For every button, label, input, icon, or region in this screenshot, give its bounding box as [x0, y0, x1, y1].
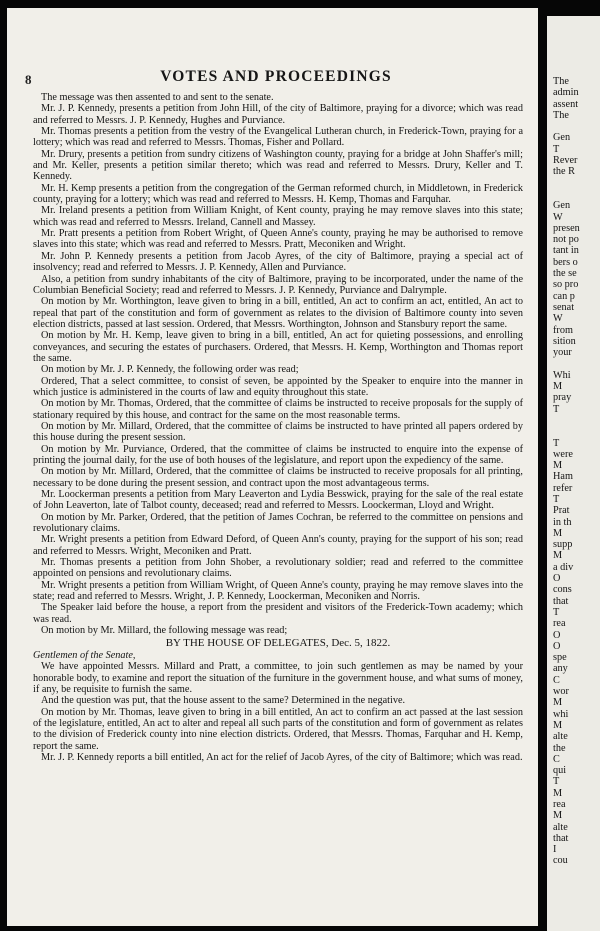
facing-page-line: [553, 415, 580, 426]
facing-page-line: any: [553, 663, 568, 675]
proceedings-paragraph: On motion by Mr. J. P. Kennedy, the following order was read;: [41, 364, 299, 376]
facing-page-line: sition: [553, 335, 576, 347]
proceedings-paragraph: Mr. Thomas presents a petition from the vestry of the Evangelical Lutheran church, in Frederick-Town, praying for a lottery; which was read and referred to Messrs. Thomas, Fisher and Pollard.: [33, 126, 523, 149]
facing-page-line: the R: [553, 166, 575, 178]
facing-page-line: Ham: [553, 471, 573, 483]
facing-page-line: T: [553, 143, 560, 155]
page-body: [33, 92, 523, 763]
facing-page-line: cons: [553, 584, 572, 596]
facing-page-line: a div: [553, 561, 574, 573]
proceedings-paragraph: On motion by Mr. Thomas, leave given to bring in a bill entitled, An act to confirm an act passed at the last session of the legislature, entitled, An act to alter and repeal all such parts of the constitution and form of government as relates to the division of Frederick county into nine election districts. Ordered, that Messrs. Thomas, Farquhar and H. Kemp, report the same.: [33, 706, 523, 752]
facing-page-line: The: [553, 109, 569, 121]
facing-page-line: M: [553, 460, 563, 472]
facing-page-line: alte: [553, 821, 568, 833]
facing-page-line: M: [553, 787, 563, 799]
proceedings-paragraph: On motion by Mr. Parker, Ordered, that the petition of James Cochran, be referred to the committee on pensions and revolutionary claims.: [33, 511, 523, 535]
message-heading: BY THE HOUSE OF DELEGATES, Dec. 5, 1822.: [165, 636, 391, 649]
facing-page-line: C: [553, 753, 560, 765]
facing-page-line: M: [553, 810, 563, 822]
facing-page-line: M: [553, 697, 563, 709]
proceedings-paragraph: And the question was put, that the house assent to the same? Determined in the negative.: [41, 695, 406, 707]
proceedings-paragraph: Mr. Wright presents a petition from Edward Deford, of Queen Ann's county, praying for the support of his son; read and referred to Messrs. Wright, Meconiken and Pratt.: [33, 534, 523, 557]
running-head: VOTES AND PROCEEDINGS: [160, 68, 392, 85]
facing-page-line: M: [553, 381, 563, 393]
facing-page-line: M: [553, 550, 563, 562]
facing-page-line: the se: [553, 268, 577, 280]
facing-page-line: your: [553, 347, 572, 359]
facing-page-line: T: [553, 403, 560, 415]
facing-page-line: [553, 358, 580, 369]
salutation: Gentlemen of the Senate,: [33, 649, 136, 661]
facing-page-line: rea: [553, 799, 566, 810]
proceedings-paragraph: On motion by Mr. Millard, Ordered, that the committee of claims be instructed to have printed all papers ordered by this house during the present session.: [33, 420, 523, 444]
facing-page-line: I: [553, 844, 557, 856]
proceedings-paragraph: On motion by Mr. Millard, the following message was read;: [41, 625, 288, 637]
page-header: [21, 68, 531, 88]
facing-page-line: rea: [553, 618, 566, 630]
proceedings-paragraph: Ordered, That a select committee, to consist of seven, be appointed by the Speaker to enquire into the manner in which justice is administered in the courts of law and equity throughout this state.: [33, 375, 523, 398]
facing-page-line: tant in: [553, 245, 579, 257]
facing-page-line: alte: [553, 731, 568, 743]
facing-page-line: Rever: [553, 155, 578, 167]
facing-page-line: admin: [553, 87, 579, 99]
facing-page-line: W: [553, 211, 563, 223]
facing-page-line: C: [553, 674, 560, 686]
facing-page-line: T: [553, 606, 560, 618]
proceedings-paragraph: Mr. Drury, presents a petition from sundry citizens of Washington county, praying for a bridge at John Shaffer's mill; and Mr. Keller, presents a petition similar thereto; which was read and referred to Messrs. Drury, Keller and T. Kennedy.: [33, 148, 523, 183]
facing-page-line: O: [553, 573, 561, 585]
facing-page-line: presen: [553, 222, 580, 234]
facing-page-line: M: [553, 527, 563, 539]
facing-page-line: Gen: [553, 132, 571, 144]
facing-page-edge: [547, 16, 600, 931]
facing-page-line: [553, 178, 580, 189]
facing-page-line: in th: [553, 516, 572, 528]
proceedings-paragraph: On motion by Mr. Purviance, Ordered, that the committee of claims be instructed to enquire into the expense of printing the journal daily, for the use of both houses of the legislature, and report upon the expediency of the same.: [33, 443, 523, 466]
proceedings-paragraph: Mr. Thomas presents a petition from John Shober, a revolutionary soldier; read and referred to the committee appointed on pensions and revolutionary claims.: [33, 557, 523, 580]
facing-page-line: the: [553, 742, 566, 754]
facing-page-line: [553, 189, 580, 200]
facing-page-line: O: [553, 629, 561, 641]
facing-page-line: supp: [553, 539, 573, 551]
facing-page-line: can p: [553, 290, 575, 302]
facing-page-line: were: [553, 448, 573, 460]
page-number: 8: [25, 72, 32, 87]
facing-page-line: M: [553, 719, 563, 731]
facing-page-line: from: [553, 324, 573, 336]
facing-page-line: pray: [553, 392, 572, 404]
proceedings-paragraph: On motion by Mr. Worthington, leave given to bring in a bill, entitled, An act to confirm an act, entitled, An act to repeal that part of the constitution and form of government as relates to the division of Baltimore county into seven election districts, passed at last session. Ordered, that Messrs. Worthington, Johnson and Stansbury report the same.: [33, 296, 523, 330]
facing-page-line: qui: [553, 765, 567, 777]
facing-page-line: bers o: [553, 256, 578, 268]
proceedings-paragraph: Mr. J. P. Kennedy, presents a petition from John Hill, of the city of Baltimore, praying for a divorce; which was read and referred to Messrs. J. P. Kennedy, Hughes and Purviance.: [33, 103, 523, 126]
facing-page-line: assent: [553, 98, 579, 110]
proceedings-paragraph: Also, a petition from sundry inhabitants of the city of Baltimore, praying to be incorporated, under the name of the Columbian Beneficial Society; read and referred to Messrs. J. P. Kennedy, Purviance and Dalrymple.: [33, 273, 523, 296]
proceedings-paragraph: Mr. Loockerman presents a petition from Mary Leaverton and Lydia Besswick, praying for the sale of the real estate of John Leaverton, late of Talbot county, deceased; read and referred to Messrs. Loockerman, Lloyd and Wright.: [33, 489, 523, 512]
facing-page-line: that: [553, 595, 569, 607]
facing-page-text: [553, 76, 580, 867]
facing-page-line: wor: [553, 686, 569, 698]
facing-page-line: [553, 121, 580, 132]
proceedings-paragraph: Mr. Wright presents a petition from William Wright, of Queen Anne's county, praying he may remove slaves into the state; read and referred to Messrs. Wright, J. P. Kennedy, Loockerman, Meconiken and Norris.: [33, 579, 523, 603]
facing-page-line: T: [553, 493, 560, 505]
proceedings-paragraph: Mr. H. Kemp presents a petition from the congregation of the German reformed church, in Middletown, in Frederick county, praying for a lottery; which was read and referred to Messrs. H. Kemp, Thomas and Farquhar.: [33, 182, 523, 206]
proceedings-paragraph: Mr. Ireland presents a petition from William Knight, of Kent county, praying he may remove slaves into this state; which was read and referred to Messrs. Ireland, Cannell and Massey.: [33, 205, 523, 228]
facing-page-line: whi: [553, 708, 569, 720]
facing-page-line: not po: [553, 234, 579, 246]
facing-page-line: Gen: [553, 200, 571, 212]
facing-page-line: T: [553, 437, 560, 449]
facing-page-line: so pro: [553, 279, 579, 291]
facing-page-line: spe: [553, 652, 567, 664]
facing-page-line: Prat: [553, 505, 570, 517]
facing-page-line: senat: [553, 301, 575, 313]
facing-page-line: [553, 426, 580, 437]
facing-page-line: cou: [553, 855, 568, 867]
proceedings-paragraph: On motion by Mr. H. Kemp, leave given to bring in a bill, entitled, An act for quieting possessions, and enrolling conveyances, and securing the estates of purchasers. Ordered, that Messrs. H. Kemp, Worthington and Thomas report the same.: [33, 330, 523, 364]
proceedings-paragraph: Mr. J. P. Kennedy reports a bill entitled, An act for the relief of Jacob Ayres, of the city of Baltimore; which was read.: [41, 751, 523, 763]
proceedings-paragraph: The Speaker laid before the house, a report from the president and visitors of the Frederick-Town academy; which was read.: [33, 602, 523, 625]
proceedings-paragraph: We have appointed Messrs. Millard and Pratt, a committee, to join such gentlemen as may be named by your honorable body, to examine and report the situation of the furniture in the government house, and what sums of money, if any, be requisite to furnish the same.: [33, 661, 523, 695]
facing-page-line: T: [553, 776, 560, 788]
facing-page-line: The: [553, 76, 569, 87]
facing-page-line: O: [553, 640, 561, 652]
proceedings-paragraph: The message was then assented to and sent to the senate.: [41, 92, 274, 103]
proceedings-paragraph: Mr. John P. Kennedy presents a petition from Jacob Ayres, of the city of Baltimore, praying a special act of insolvency; read and referred to Messrs. J. P. Kennedy, Allen and Purviance.: [33, 250, 523, 274]
facing-page-line: W: [553, 313, 563, 325]
proceedings-paragraph: On motion by Mr. Millard, Ordered, that the committee of claims be instructed to receive proposals for all printing, necessary to be done during the present session, and contract upon the most advantageous terms.: [33, 466, 523, 489]
facing-page-line: Whi: [553, 369, 571, 381]
proceedings-paragraph: Mr. Pratt presents a petition from Robert Wright, of Queen Anne's county, praying he may be authorised to remove slaves into this state; which was read and referred to Messrs. Pratt, Meconiken and Wright.: [33, 228, 523, 251]
proceedings-paragraph: On motion by Mr. Thomas, Ordered, that the committee of claims be instructed to receive proposals for the supply of stationary required by this house, and contract for the same on the most reasonable terms.: [33, 398, 523, 421]
facing-page-line: refer: [553, 482, 573, 494]
facing-page-line: that: [553, 832, 569, 844]
